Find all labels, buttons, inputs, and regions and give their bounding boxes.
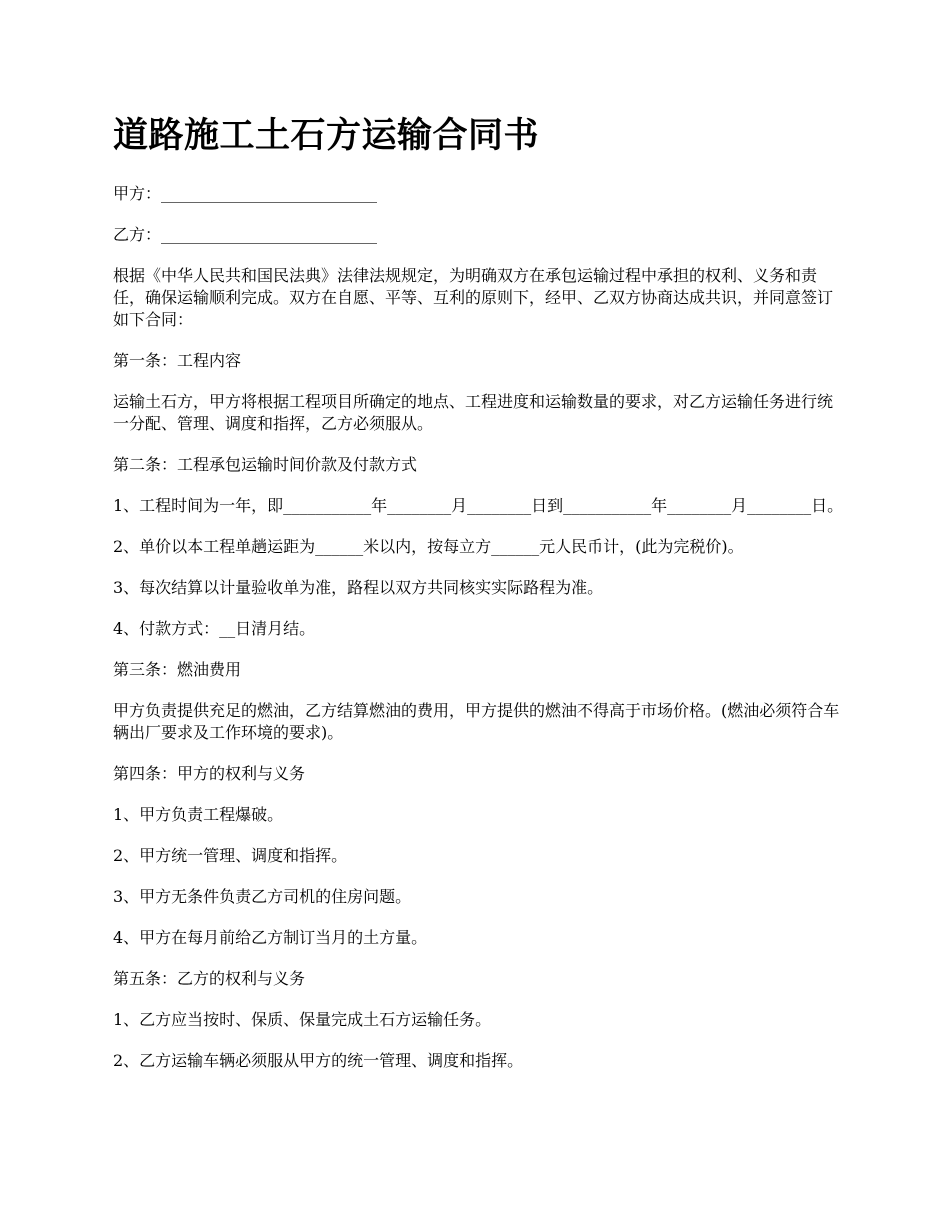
article-1-body: 运输土石方，甲方将根据工程项目所确定的地点、工程进度和运输数量的要求，对乙方运输任务进行统一分配、管理、调度和指挥，乙方必须服从。 — [113, 392, 834, 433]
article-4-item-3: 3、甲方无条件负责乙方司机的住房问题。 — [113, 887, 412, 906]
article-2-item-4: 4、付款方式：__日清月结。 — [113, 619, 316, 638]
article-2-heading: 第二条：工程承包运输时间价款及付款方式 — [113, 455, 418, 474]
party-a-line: 甲方：___________________________ — [113, 184, 378, 203]
article-4-item-4: 4、甲方在每月前给乙方制订当月的土方量。 — [113, 928, 428, 947]
article-3-heading: 第三条：燃油费用 — [113, 660, 242, 679]
article-4-heading: 第四条：甲方的权利与义务 — [113, 764, 306, 783]
article-5-heading: 第五条：乙方的权利与义务 — [113, 969, 306, 988]
article-2-item-3: 3、每次结算以计量验收单为准，路程以双方共同核实实际路程为准。 — [113, 578, 604, 597]
article-5-item-1: 1、乙方应当按时、保质、保量完成土石方运输任务。 — [113, 1010, 492, 1029]
article-2-item-1: 1、工程时间为一年，即___________年________月________日到___________年________月________日。 — [113, 496, 844, 515]
article-1-heading: 第一条：工程内容 — [113, 351, 242, 370]
document-page — [113, 112, 848, 1091]
article-4-item-2: 2、甲方统一管理、调度和指挥。 — [113, 846, 348, 865]
article-3-body: 甲方负责提供充足的燃油，乙方结算燃油的费用，甲方提供的燃油不得高于市场价格。(燃油必须符合车辆出厂要求及工作环境的要求)。 — [113, 701, 840, 742]
party-b-line: 乙方：___________________________ — [113, 225, 378, 244]
article-4-item-1: 1、甲方负责工程爆破。 — [113, 805, 284, 824]
article-5-item-2: 2、乙方运输车辆必须服从甲方的统一管理、调度和指挥。 — [113, 1051, 524, 1070]
document-title: 道路施工土石方运输合同书 — [113, 116, 540, 156]
article-2-item-2: 2、单价以本工程单趟运距为______米以内，按每立方______元人民币计，(此为完税价)。 — [113, 537, 744, 556]
preamble-paragraph: 根据《中华人民共和国民法典》法律法规规定，为明确双方在承包运输过程中承担的权利、义务和责任，确保运输顺利完成。双方在自愿、平等、互利的原则下，经甲、乙双方协商达成共识，并同意签订如下合同： — [113, 266, 834, 329]
